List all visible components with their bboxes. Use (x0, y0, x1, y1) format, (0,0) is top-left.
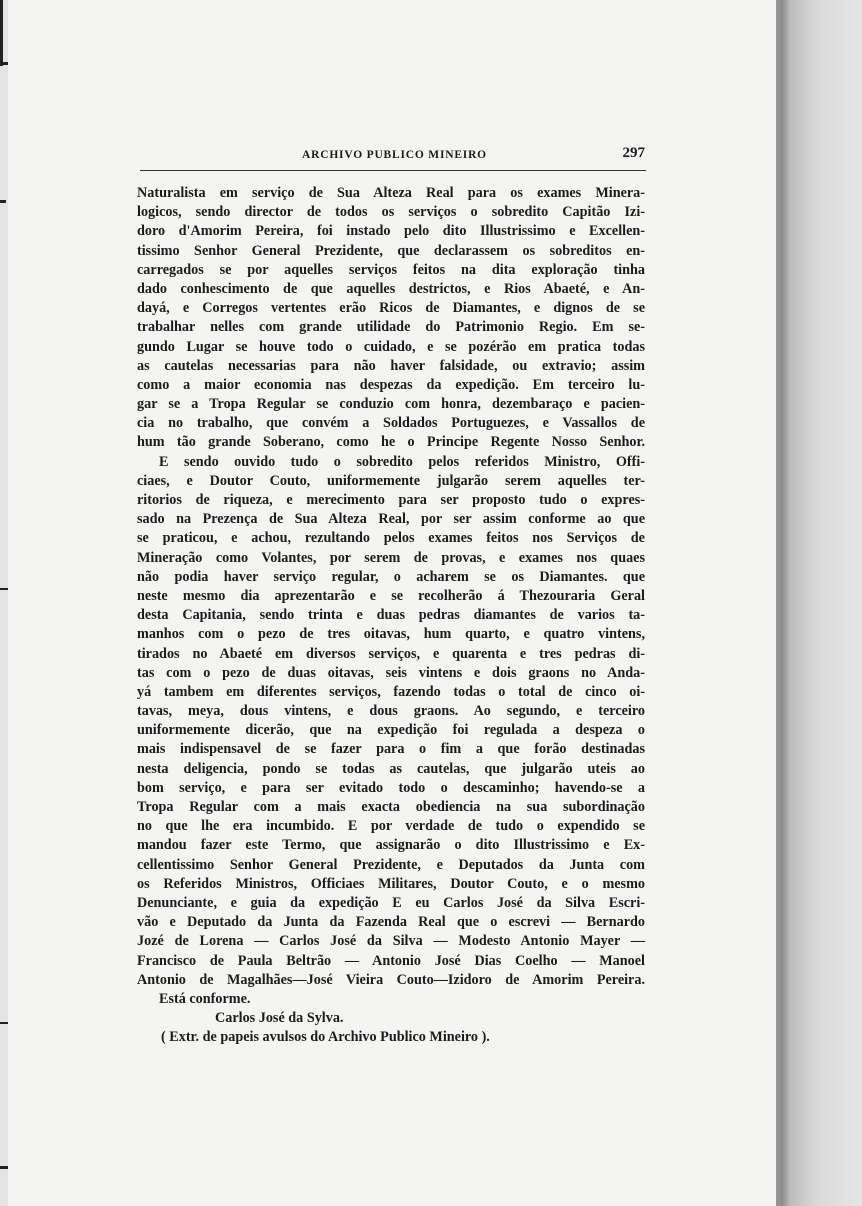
text-line: Tropa Regular com a mais exacta obediencia na sua subordinação (137, 799, 645, 815)
text-line: nesta deligencia, pondo se todas as cautelas, que julgarão uteis ao (137, 760, 645, 777)
body-text (137, 184, 645, 1047)
text-line: cellentissimo Senhor General Prezidente, e Deputados da Junta com (137, 856, 645, 873)
binding-mark (0, 200, 6, 203)
closing-line: Está conforme. (159, 990, 251, 1007)
text-line: tirados no Abaeté em diversos serviços, e quarenta e tres pedras di- (137, 645, 645, 662)
text-line: manhos com o pezo de tres oitavas, hum quarto, e quatro vintens, (137, 626, 645, 643)
left-margin-strip (0, 0, 8, 1206)
text-line: mandou fazer este Termo, que assignarão o dito Illustrissimo e Ex- (137, 837, 645, 854)
text-line: Denunciante, e guia da expedição E eu Carlos José da Silva Escri- (137, 894, 645, 911)
text-line: mais indispensavel de se fazer para o fim a que forão destinadas (137, 741, 645, 758)
running-header (137, 145, 645, 167)
text-line: vão e Deputado da Junta da Fazenda Real que o escrevi — Bernardo (137, 914, 645, 931)
text-line: bom serviço, e para ser evitado todo o descaminho; havendo-se a (137, 779, 645, 796)
text-line: carregados se por aquelles serviços feitos na dita exploração tinha (137, 261, 645, 278)
text-line: dayá, e Corregos vertentes erão Ricos de Diamantes, e dignos de se (137, 300, 645, 317)
text-line: tissimo Senhor General Prezidente, que declarassem os sobreditos en- (137, 242, 645, 259)
text-line: se praticou, e achou, rezultando pelos exames feitos nos Serviços de (137, 530, 645, 547)
page-number: 297 (622, 145, 645, 161)
text-line: yá tambem em diferentes serviços, fazendo todas o total de cinco oi- (137, 683, 645, 700)
text-line: trabalhar nelles com grande utilidade do Patrimonio Regio. Em se- (137, 319, 645, 336)
text-line: logicos, sendo director de todos os serviços o sobredito Capitão Izi- (137, 204, 645, 221)
text-line: neste mesmo dia aprezentarão e se recolherão á Thezouraria Geral (137, 587, 645, 604)
text-line: as cautelas necessarias para não haver falsidade, ou extravio; assim (137, 357, 645, 374)
text-line: Mineração como Volantes, por serem de provas, e exames nos quaes (137, 549, 645, 566)
text-line: tas com o pezo de duas oitavas, seis vintens e dois graons no Anda- (137, 664, 645, 681)
text-line: desta Capitania, sendo trinta e duas pedras diamantes de varios ta- (137, 607, 645, 624)
text-line: no que lhe era incumbido. E por verdade de tudo o expendido se (137, 818, 645, 835)
text-line: ciaes, e Doutor Couto, uniformemente julgarão serem aquelles ter- (137, 472, 645, 489)
header-rule (140, 170, 646, 171)
signature-line: Carlos José da Sylva. (215, 1010, 344, 1027)
source-note: ( Extr. de papeis avulsos do Archivo Publico Mineiro ). (161, 1029, 490, 1046)
text-line: os Referidos Ministros, Officiaes Militares, Doutor Couto, e o mesmo (137, 875, 645, 892)
text-line: hum tão grande Soberano, como he o Principe Regente Nosso Senhor. (137, 434, 645, 451)
text-line: tavas, meya, dous vintens, e dous graons. Ao segundo, e terceiro (137, 703, 645, 720)
text-line: Jozé de Lorena — Carlos José da Silva — Modesto Antonio Mayer — (137, 933, 645, 950)
text-line: uniformemente dicerão, que na expedição foi regulada a despeza o (137, 722, 645, 739)
text-line: Antonio de Magalhães—José Vieira Couto—Izidoro de Amorim Pereira. (137, 971, 645, 988)
page-shadow-edge (776, 0, 862, 1206)
text-line: ritorios de riqueza, e merecimento para ser proposto tudo o expres- (137, 492, 645, 508)
text-line: dado conhescimento de que aquelles destrictos, e Rios Abaeté, e An- (137, 280, 645, 297)
binding-mark (0, 0, 3, 66)
text-line: cia no trabalho, que convém a Soldados Portuguezes, e Vassallos de (137, 415, 645, 432)
text-line: Francisco de Paula Beltrão — Antonio José Dias Coelho — Manoel (137, 952, 645, 969)
text-line: como a maior economia nas despezas da expedição. Em terceiro lu- (137, 376, 645, 393)
text-line: E sendo ouvido tudo o sobredito pelos referidos Ministro, Offi- (159, 453, 645, 470)
text-line: gar se a Tropa Regular se conduzio com honra, dezembaraço e pacien- (137, 396, 645, 413)
text-line: Naturalista em serviço de Sua Alteza Real para os exames Minera- (137, 185, 645, 201)
text-line: gundo Lugar se houve todo o cuidado, e se pozérão em pratica todas (137, 338, 645, 355)
running-title: ARCHIVO PUBLICO MINEIRO (302, 149, 487, 161)
text-line: sado na Prezença de Sua Alteza Real, por ser assim conforme ao que (137, 511, 645, 528)
text-line: não podia haver serviço regular, o acharem se os Diamantes. que (137, 568, 645, 585)
text-line: doro d'Amorim Pereira, foi instado pelo dito Illustrissimo e Excellen- (137, 223, 645, 240)
